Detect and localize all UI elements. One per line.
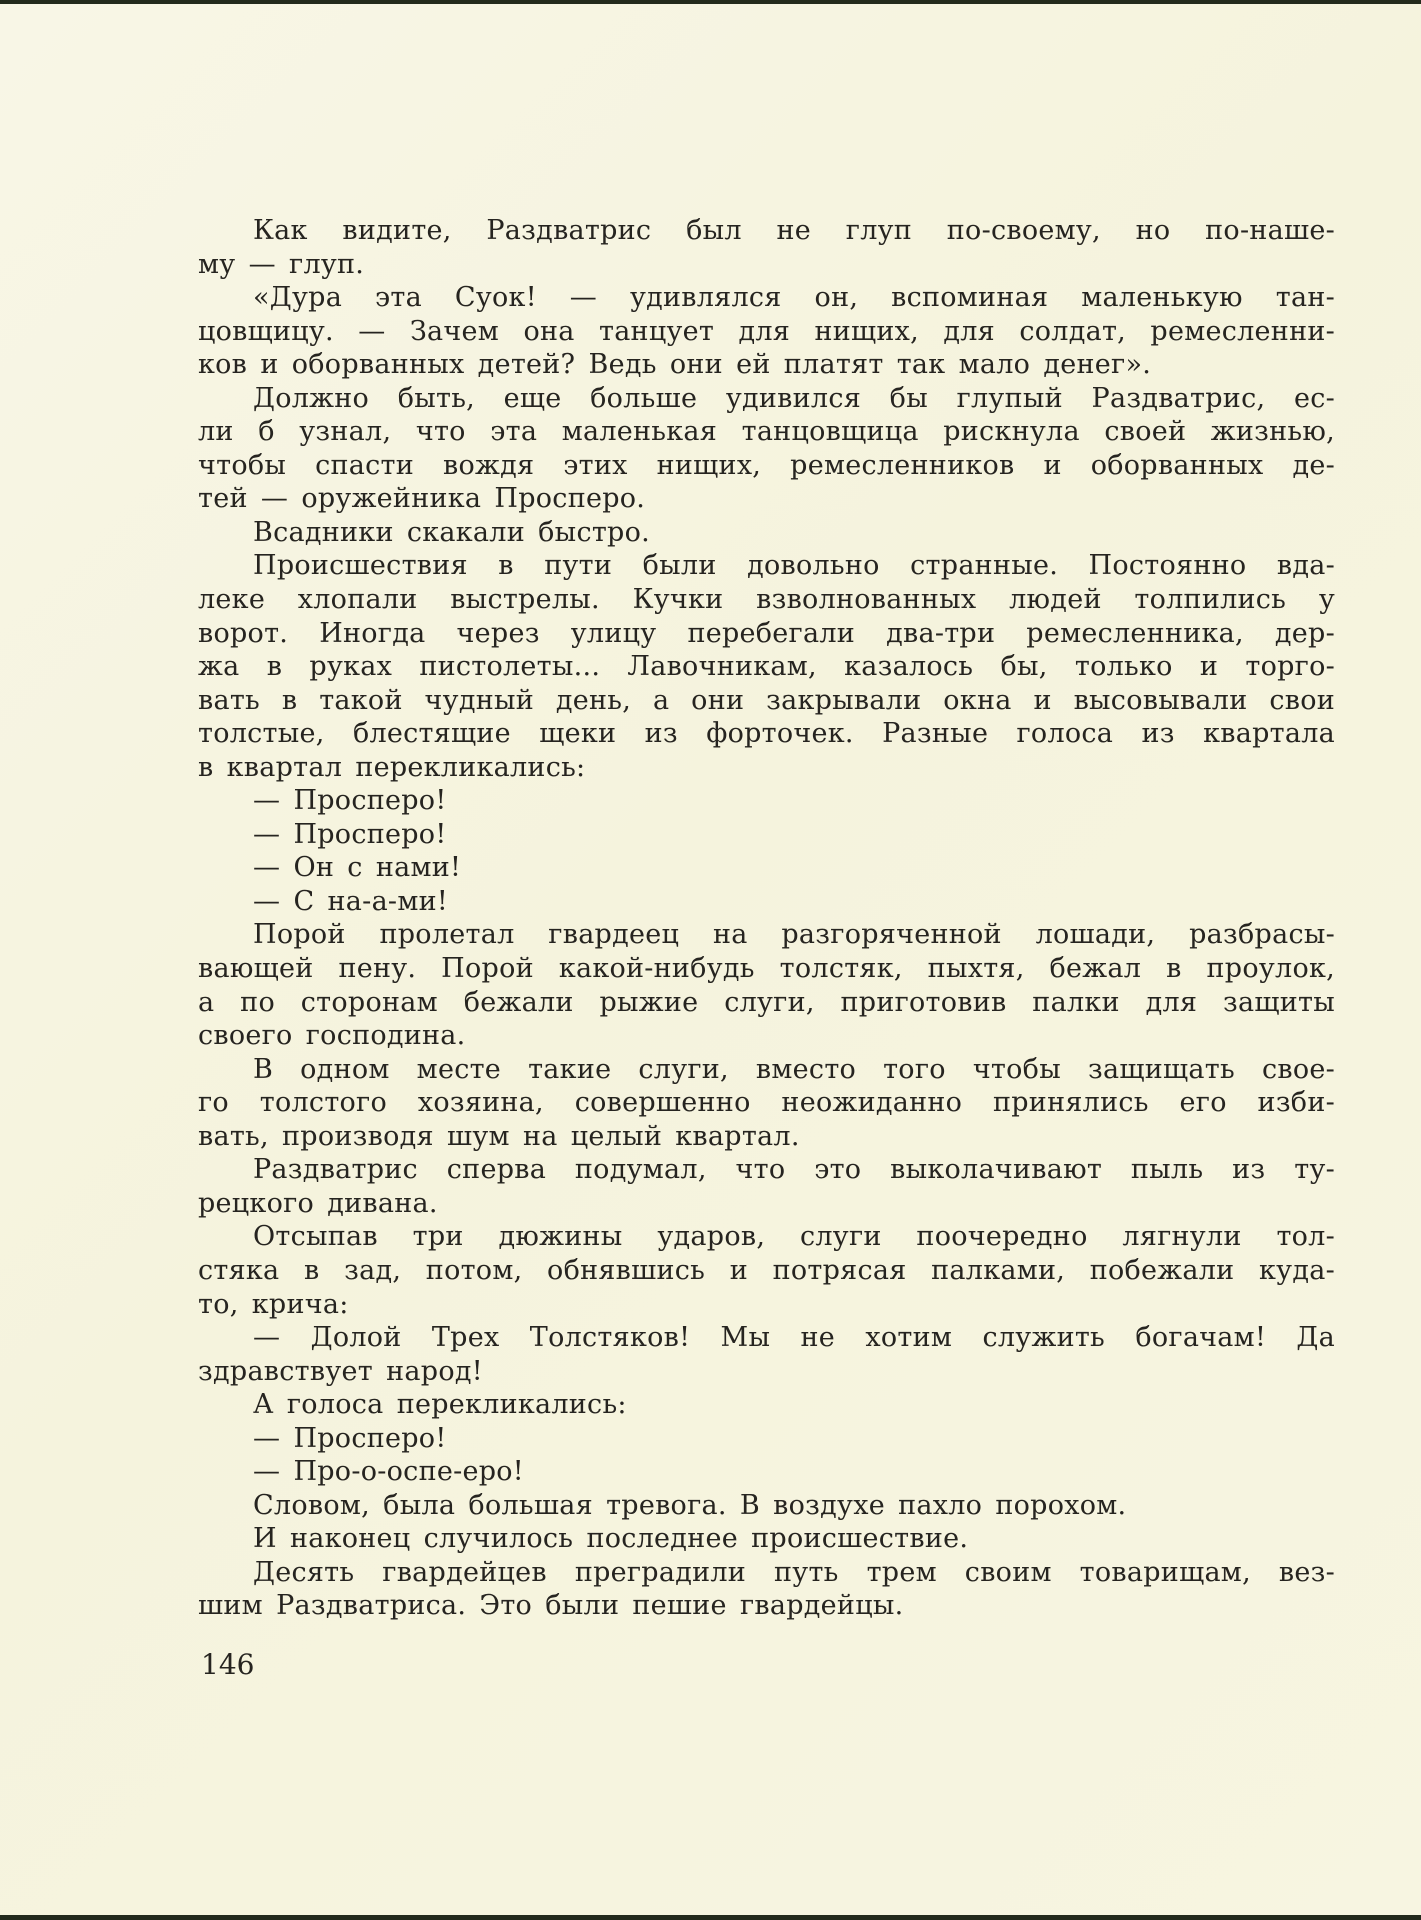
text-line: чтобы спасти вождя этих нищих, ремесленников и оборванных де-	[198, 449, 1335, 481]
text-line: И наконец случилось последнее происшествие.	[253, 1523, 969, 1555]
text-line: — Просперо!	[253, 818, 447, 850]
text-line: — Просперо!	[253, 1422, 447, 1454]
text-line: шим Раздватриса. Это были пешие гвардейцы.	[198, 1590, 904, 1622]
text-line: цовщицу. — Зачем она танцует для нищих, для солдат, ремесленни-	[198, 315, 1335, 347]
text-line: А голоса перекликались:	[253, 1389, 627, 1421]
text-line: Происшествия в пути были довольно странные. Постоянно вда-	[253, 550, 1335, 582]
text-line: Отсыпав три дюжины ударов, слуги поочередно лягнули тол-	[253, 1221, 1335, 1253]
text-line: своего господина.	[198, 1020, 466, 1052]
text-line: Словом, была большая тревога. В воздухе пахло порохом.	[253, 1489, 1127, 1521]
text-line: Раздватрис сперва подумал, что это выколачивают пыль из ту-	[253, 1154, 1335, 1186]
text-line: ли б узнал, что эта маленькая танцовщица рискнула своей жизнью,	[198, 416, 1335, 448]
text-line: жа в руках пистолеты... Лавочникам, казалось бы, только и торго-	[198, 651, 1335, 683]
text-line: то, крича:	[198, 1288, 349, 1320]
text-line: вающей пену. Порой какой-нибудь толстяк, пыхтя, бежал в проулок,	[198, 953, 1335, 985]
text-line: В одном месте такие слуги, вместо того чтобы защищать свое-	[253, 1053, 1335, 1085]
text-line: а по сторонам бежали рыжие слуги, приготовив палки для защиты	[198, 986, 1335, 1018]
page-text-block	[198, 214, 1335, 1623]
text-line: в квартал перекликались:	[198, 751, 586, 783]
text-line: Должно быть, еще больше удивился бы глупый Раздватрис, ес-	[253, 382, 1335, 414]
text-line: тей — оружейника Просперо.	[198, 483, 646, 515]
scan-edge-bottom	[0, 1915, 1421, 1920]
text-line: — Он с нами!	[253, 852, 462, 884]
text-line: — Просперо!	[253, 785, 447, 817]
text-line: Порой пролетал гвардеец на разгоряченной лошади, разбрасы-	[253, 919, 1335, 951]
text-line: Всадники скакали быстро.	[253, 516, 650, 548]
text-line: вать в такой чудный день, а они закрывали окна и высовывали свои	[198, 684, 1335, 716]
text-line: толстые, блестящие щеки из форточек. Разные голоса из квартала	[198, 718, 1335, 750]
page-number: 146	[201, 1648, 255, 1681]
text-line: вать, производя шум на целый квартал.	[198, 1120, 800, 1152]
text-line: ков и оборванных детей? Ведь они ей платят так мало денег».	[198, 349, 1152, 381]
text-line: стяка в зад, потом, обнявшись и потрясая палками, побежали куда-	[198, 1254, 1335, 1286]
text-line: му — глуп.	[198, 248, 365, 280]
text-line: — Долой Трех Толстяков! Мы не хотим служить богачам! Да	[253, 1322, 1335, 1354]
text-line: ворот. Иногда через улицу перебегали два-три ремесленника, дер-	[198, 617, 1335, 649]
text-line: го толстого хозяина, совершенно неожиданно принялись его изби-	[198, 1087, 1335, 1119]
text-line: Десять гвардейцев преградили путь трем своим товарищам, вез-	[253, 1556, 1335, 1588]
text-line: — С на-а-ми!	[253, 885, 448, 917]
text-line: рецкого дивана.	[198, 1187, 438, 1219]
text-line: леке хлопали выстрелы. Кучки взволнованных людей толпились у	[198, 584, 1335, 616]
text-line: — Про-о-оспе-еро!	[253, 1456, 524, 1488]
text-line: здравствует народ!	[198, 1355, 483, 1387]
text-line: Как видите, Раздватрис был не глуп по-своему, но по-наше-	[253, 215, 1335, 246]
scan-edge-top	[0, 0, 1421, 4]
text-line: «Дура эта Суок! — удивлялся он, вспоминая маленькую тан-	[253, 282, 1335, 314]
